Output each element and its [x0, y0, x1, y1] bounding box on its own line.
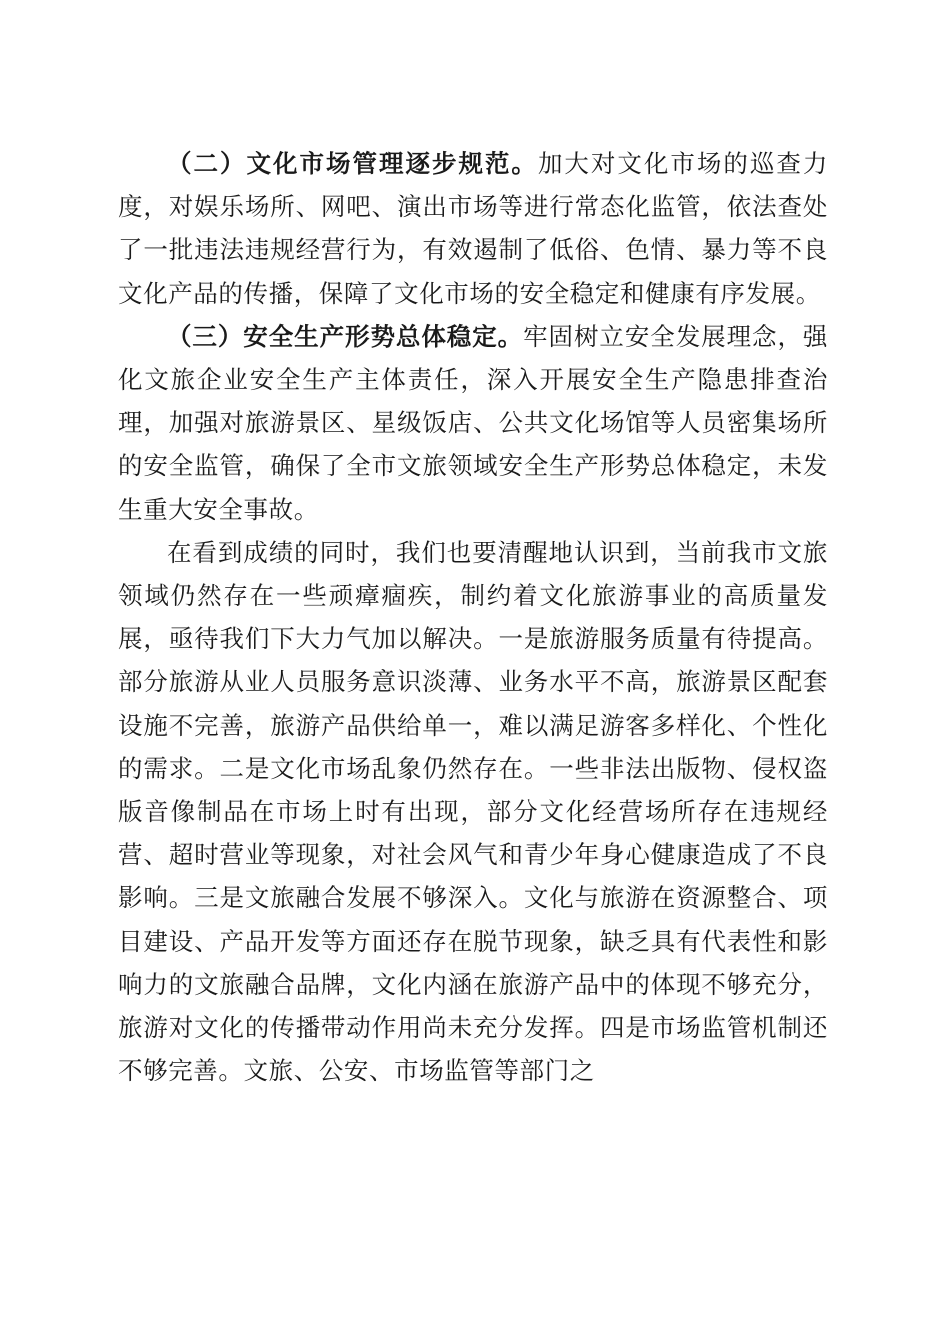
paragraph-problems	[118, 531, 828, 1093]
paragraph-safety-production	[118, 315, 828, 531]
paragraph-market-management	[118, 142, 828, 315]
paragraph-heading: （三）安全生产形势总体稳定。	[167, 321, 524, 351]
paragraph-text: 在看到成绩的同时，我们也要清醒地认识到，当前我市文旅领域仍然存在一些顽瘴痼疾，制约着文化旅游事业的高质量发展，亟待我们下大力气加以解决。一是旅游服务质量有待提高。部分旅游从业人员服务意识淡薄、业务水平不高，旅游景区配套设施不完善，旅游产品供给单一，难以满足游客多样化、个性化的需求。二是文化市场乱象仍然存在。一些非法出版物、侵权盗版音像制品在市场上时有出现，部分文化经营场所存在违规经营、超时营业等现象，对社会风气和青少年身心健康造成了不良影响。三是文旅融合发展不够深入。文化与旅游在资源整合、项目建设、产品开发等方面还存在脱节现象，缺乏具有代表性和影响力的文旅融合品牌，文化内涵在旅游产品中的体现不够充分，旅游对文化的传播带动作用尚未充分发挥。四是市场监管机制还不够完善。文旅、公安、市场监管等部门之	[118, 537, 828, 1086]
paragraph-text: 牢固树立安全发展理念，强化文旅企业安全生产主体责任，深入开展安全生产隐患排查治理，加强对旅游景区、星级饭店、公共文化场馆等人员密集场所的安全监管，确保了全市文旅领域安全生产形势总体稳定，未发生重大安全事故。	[118, 321, 828, 524]
document-body	[118, 142, 828, 1092]
paragraph-text: 加大对文化市场的巡查力度，对娱乐场所、网吧、演出市场等进行常态化监管，依法查处了一批违法违规经营行为，有效遏制了低俗、色情、暴力等不良文化产品的传播，保障了文化市场的安全稳定和健康有序发展。	[118, 149, 828, 308]
paragraph-heading: （二）文化市场管理逐步规范。	[167, 149, 538, 178]
